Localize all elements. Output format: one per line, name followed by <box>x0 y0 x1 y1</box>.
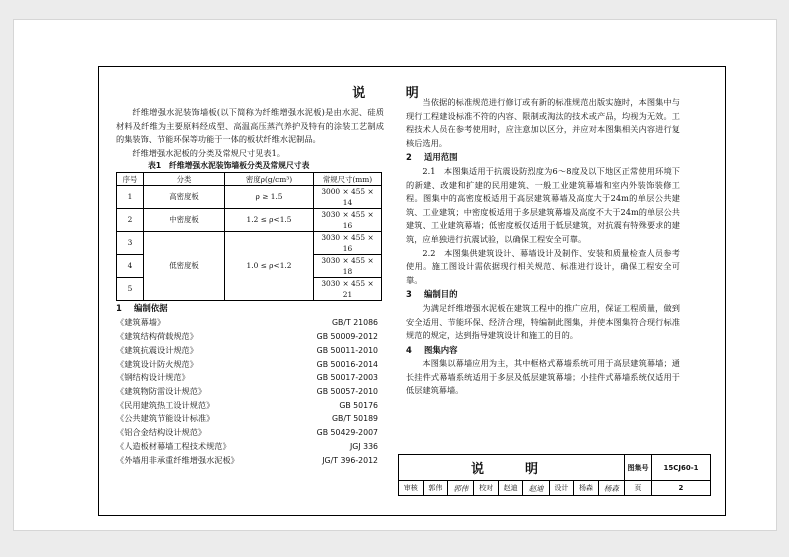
ref-code: GB 50009-2012 <box>316 332 378 342</box>
list-item <box>116 371 384 385</box>
table-cell: 1.0 ≤ ρ<1.2 <box>225 231 314 300</box>
table-cell: 3030 × 455 × 18 <box>314 254 382 277</box>
ref-name: 《建筑幕墙》 <box>116 317 166 328</box>
list-item <box>116 344 384 358</box>
ref-code: GB 50011-2010 <box>316 345 378 355</box>
ref-code: GB 50017-2003 <box>316 373 378 383</box>
atlas-number: 15CJ60-1 <box>651 455 710 481</box>
section-title: 适用范围 <box>424 152 458 163</box>
ref-name: 《外墙用非承重纤维增强水泥板》 <box>116 454 239 465</box>
design-name: 杨森 <box>574 481 599 496</box>
scope-paragraph-2: 2.2 本图集供建筑设计、幕墙设计及制作、安装和质量检查人员参考使用。施工图设计需依据现行相关规范、标准进行设计，确保工程安全可靠。 <box>406 247 680 285</box>
design-signature: 杨森 <box>598 481 624 496</box>
table-cell: 3 <box>117 231 144 254</box>
review-name: 郭伟 <box>423 481 448 496</box>
review-signature: 郭伟 <box>448 481 474 496</box>
ref-name: 《铝合金结构设计规范》 <box>116 427 207 438</box>
section-number: 2 <box>406 152 412 163</box>
purpose-paragraph: 为满足纤维增强水泥板在建筑工程中的推广应用，保证工程质量，做到安全适用、节能环保、经济合理，特编制此图集，并使本图集符合现行标准规范的规定，达到指导建筑设计和施工的目的。 <box>406 302 680 341</box>
ref-code: JG/T 396-2012 <box>322 455 378 465</box>
check-label: 校对 <box>474 481 499 496</box>
table-cell: 低密度板 <box>144 231 225 300</box>
section-title: 图集内容 <box>424 344 458 355</box>
ref-code: GB/T 50189 <box>331 414 378 424</box>
ref-code: GB 50429-2007 <box>316 428 378 438</box>
right-column <box>406 96 680 398</box>
table-cell: 1.2 ≤ ρ<1.5 <box>225 208 314 231</box>
section-heading <box>406 344 680 358</box>
ref-name: 《钢结构设计规范》 <box>116 372 190 383</box>
intro-paragraph: 纤维增强水泥装饰墙板(以下简称为纤维增强水泥板)是由水泥、硅质材料及纤维为主要原料经成型、高温高压蒸汽养护及特有的涂装工艺制成的集装饰、节能环保等功能于一体的板状纤维水泥制品。 <box>116 107 384 145</box>
table-cell: 3030 × 455 × 16 <box>314 231 382 254</box>
list-item <box>116 426 384 440</box>
table-cell: 5 <box>117 277 144 300</box>
ref-name: 《建筑结构荷载规范》 <box>116 331 198 342</box>
table-cell: 3000 × 455 × 14 <box>314 185 382 208</box>
section-heading <box>406 151 680 165</box>
section-heading <box>116 302 384 316</box>
table-cell: 3030 × 455 × 16 <box>314 208 382 231</box>
list-item <box>116 358 384 372</box>
ref-name: 《建筑设计防火规范》 <box>116 358 198 369</box>
scope-paragraph-1: 2.1 本图集适用于抗震设防烈度为6～8度及以下地区正常使用环境下的新建、改建和扩建的民用建筑、一般工业建筑幕墙和室内外装饰装修工程。图集中的高密度板适用于高层建筑幕墙及高度大于24m的单层公共建筑、工业建筑；中密度板适用于多层建筑幕墙及高度不大于24m的单层公共建筑、工业建筑幕墙；低密度板仅适用于低层建筑，对抗震有特殊要求的建筑，应单独进行抗震试验，以确保工程安全可靠。 <box>406 165 680 244</box>
revision-paragraph: 当依据的标准规范进行修订或有新的标准规范出版实施时，本图集中与现行工程建设标准不符的内容、限制或淘汰的技术或产品，均视为无效。工程技术人员在参考使用时，应注意加以区分，并应对本图集相关内容进行复核后选用。 <box>406 97 680 148</box>
ref-name: 《公共建筑节能设计标准》 <box>116 413 215 424</box>
ref-code: JGJ 336 <box>349 441 378 451</box>
section-title: 编制目的 <box>424 289 458 300</box>
content-paragraph: 本图集以幕墙应用为主，其中框格式幕墙系统可用于高层建筑幕墙；通长挂件式幕墙系统适用于多层及低层建筑幕墙；小挂件式幕墙系统仅适用于低层建筑幕墙。 <box>406 358 680 396</box>
review-label: 审核 <box>399 481 424 496</box>
reference-list <box>116 316 384 467</box>
section-heading <box>406 288 680 302</box>
table-header-cell: 分类 <box>144 173 225 186</box>
section-number: 1 <box>116 302 122 313</box>
design-label: 设计 <box>549 481 574 496</box>
section-number: 4 <box>406 344 412 355</box>
table-cell: 3030 × 455 × 21 <box>314 277 382 300</box>
table-row <box>117 231 382 254</box>
check-signature: 赵迪 <box>523 481 549 496</box>
section-number: 3 <box>406 289 412 300</box>
table-header-cell: 密度ρ(g/cm³) <box>225 173 314 186</box>
title-block <box>398 454 711 496</box>
ref-name: 《建筑抗震设计规范》 <box>116 344 198 355</box>
page-number: 2 <box>651 481 710 496</box>
ref-code: GB/T 21086 <box>331 318 378 328</box>
list-item <box>116 330 384 344</box>
table-header-cell: 常规尺寸(mm) <box>314 173 382 186</box>
list-item <box>116 454 384 468</box>
list-item <box>116 385 384 399</box>
page-title: 说 明 <box>352 86 437 101</box>
left-column <box>116 106 384 467</box>
table-cell: 中密度板 <box>144 208 225 231</box>
check-name: 赵迪 <box>498 481 523 496</box>
titleblock-title: 说 明 <box>399 455 625 481</box>
ref-code: GB 50016-2014 <box>316 359 378 369</box>
table-caption: 表1 纤维增强水泥装饰墙板分类及常规尺寸表 <box>148 161 310 171</box>
table-cell: 2 <box>117 208 144 231</box>
table-row <box>117 208 382 231</box>
table-row <box>117 185 382 208</box>
ref-code: GB 50057-2010 <box>316 386 378 396</box>
table-cell: 4 <box>117 254 144 277</box>
table-header-row <box>117 173 382 186</box>
page-label: 页 <box>624 481 651 496</box>
ref-name: 《建筑物防雷设计规范》 <box>116 385 207 396</box>
classify-line: 纤维增强水泥板的分类及常规尺寸见表1。 <box>132 147 285 158</box>
list-item <box>116 412 384 426</box>
atlas-label: 图集号 <box>624 455 651 481</box>
ref-name: 《人造板材幕墙工程技术规范》 <box>116 440 231 451</box>
spec-table <box>116 172 382 301</box>
table-header-cell: 序号 <box>117 173 144 186</box>
table-cell: ρ ≥ 1.5 <box>225 185 314 208</box>
ref-name: 《民用建筑热工设计规范》 <box>116 399 215 410</box>
section-title: 编制依据 <box>134 302 168 313</box>
list-item <box>116 440 384 454</box>
table-cell: 高密度板 <box>144 185 225 208</box>
list-item <box>116 316 384 330</box>
table-cell: 1 <box>117 185 144 208</box>
list-item <box>116 399 384 413</box>
ref-code: GB 50176 <box>339 400 378 410</box>
